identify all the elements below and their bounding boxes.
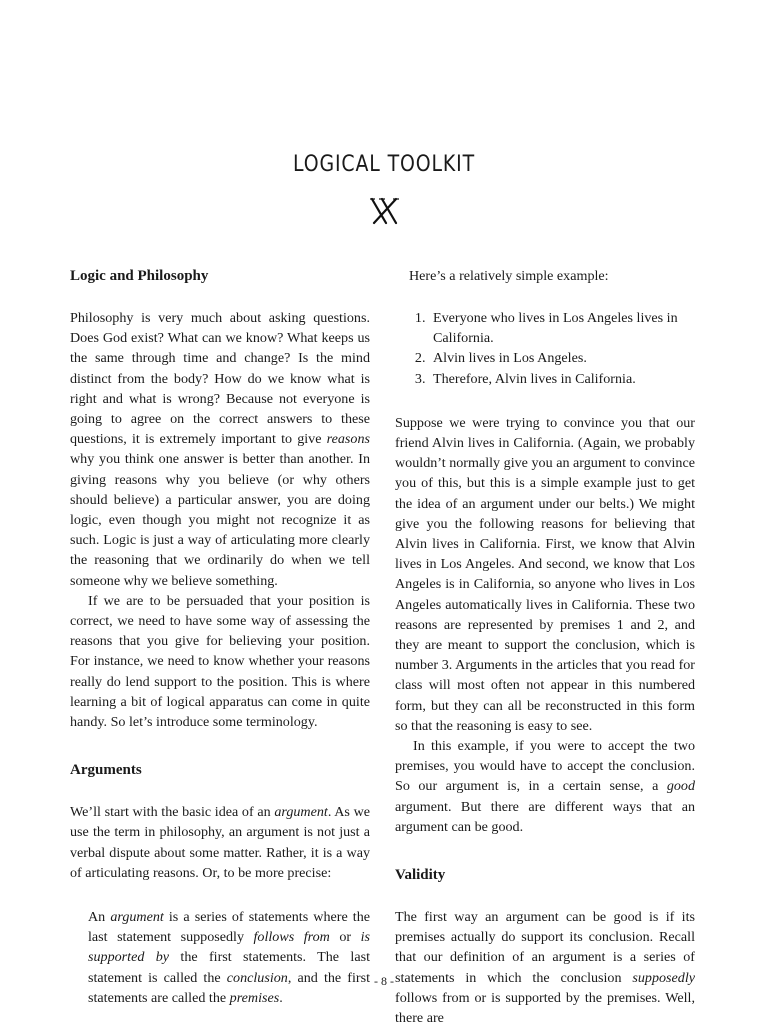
ornament-icon: [364, 196, 404, 226]
section-heading-validity: Validity: [395, 867, 446, 884]
paragraph: Here’s a relatively simple example:: [409, 268, 609, 284]
paragraph: The first way an argument can be good is if its premises actually do support its conclusion. Recall that our definition of an argument is a series of statements in which the conclusion supposedly follows from or is supported by the premises. Well, there are: [395, 909, 695, 1027]
page-title: LOGICAL TOOLKIT: [292, 152, 476, 177]
definition-block: An argument is a series of statements where the last statement supposedly follows from or is supported by the first statements. The last statement is called the conclusion, and the first statements are called the premises.: [88, 909, 370, 1006]
paragraph: We’ll start with the basic idea of an argument. As we use the term in philosophy, an argument is not just a verbal dispute about some matter. Rather, it is a way of articulating reasons. Or, to be more precise:: [70, 804, 371, 881]
list-item: 3. Therefore, Alvin lives in California.: [429, 369, 695, 389]
section-heading-arguments: Arguments: [70, 762, 142, 779]
list-item: 2. Alvin lives in Los Angeles.: [429, 348, 695, 368]
right-column: [395, 262, 695, 1028]
section-heading-logic: Logic and Philosophy: [70, 268, 209, 284]
page-number: - 8 -: [374, 974, 394, 988]
left-column: [70, 262, 370, 1008]
paragraph: If we are to be persuaded that your position is correct, we need to have some way of assessing the reasons that you give for believing your position. For instance, we need to know whether your reasons really do lend support to the position. This is where learning a bit of logical apparatus can come in quite handy. So let’s introduce some terminology.: [70, 592, 370, 731]
paragraph: Philosophy is very much about asking questions. Does God exist? What can we know? What keeps us the same through time and change? Is the mind distinct from the body? How do we know what is right and what is wrong? Because not everyone is going to agree on the correct answers to these questions, it is extremely important to give reasons why you think one answer is better than another. In giving reasons why you believe (or why others should believe) a particular answer, you are doing logic, even though you might not recognize it as such. Logic is just a way of articulating more clearly the reasoning that we ordinarily do when we tell someone why we believe something.: [70, 310, 370, 589]
paragraph: In this example, if you were to accept the two premises, you would have to accept the conclusion. So our argument is, in a certain sense, a good argument. But there are different ways that an argument can be good.: [395, 738, 695, 835]
argument-list: [395, 308, 695, 389]
list-item: 1. Everyone who lives in Los Angeles lives in California.: [429, 308, 695, 348]
paragraph: Suppose we were trying to convince you that our friend Alvin lives in California. (Again, we probably wouldn’t normally give you an argument to convince you of this, but this is a simple example just to get the idea of an argument under our belts.) We might give you the following reasons for believing that Alvin lives in California. First, we know that Alvin lives in Los Angeles. And second, we know that Los Angeles is in California, so anyone who lives in Los Angeles automatically lives in California. These two reasons are represented by premises 1 and 2, and they are meant to support the conclusion, which is number 3. Arguments in the articles that you read for class will most often not appear in this numbered form, but they can all be reconstructed in this form so that the reasoning is easy to see.: [395, 414, 695, 734]
